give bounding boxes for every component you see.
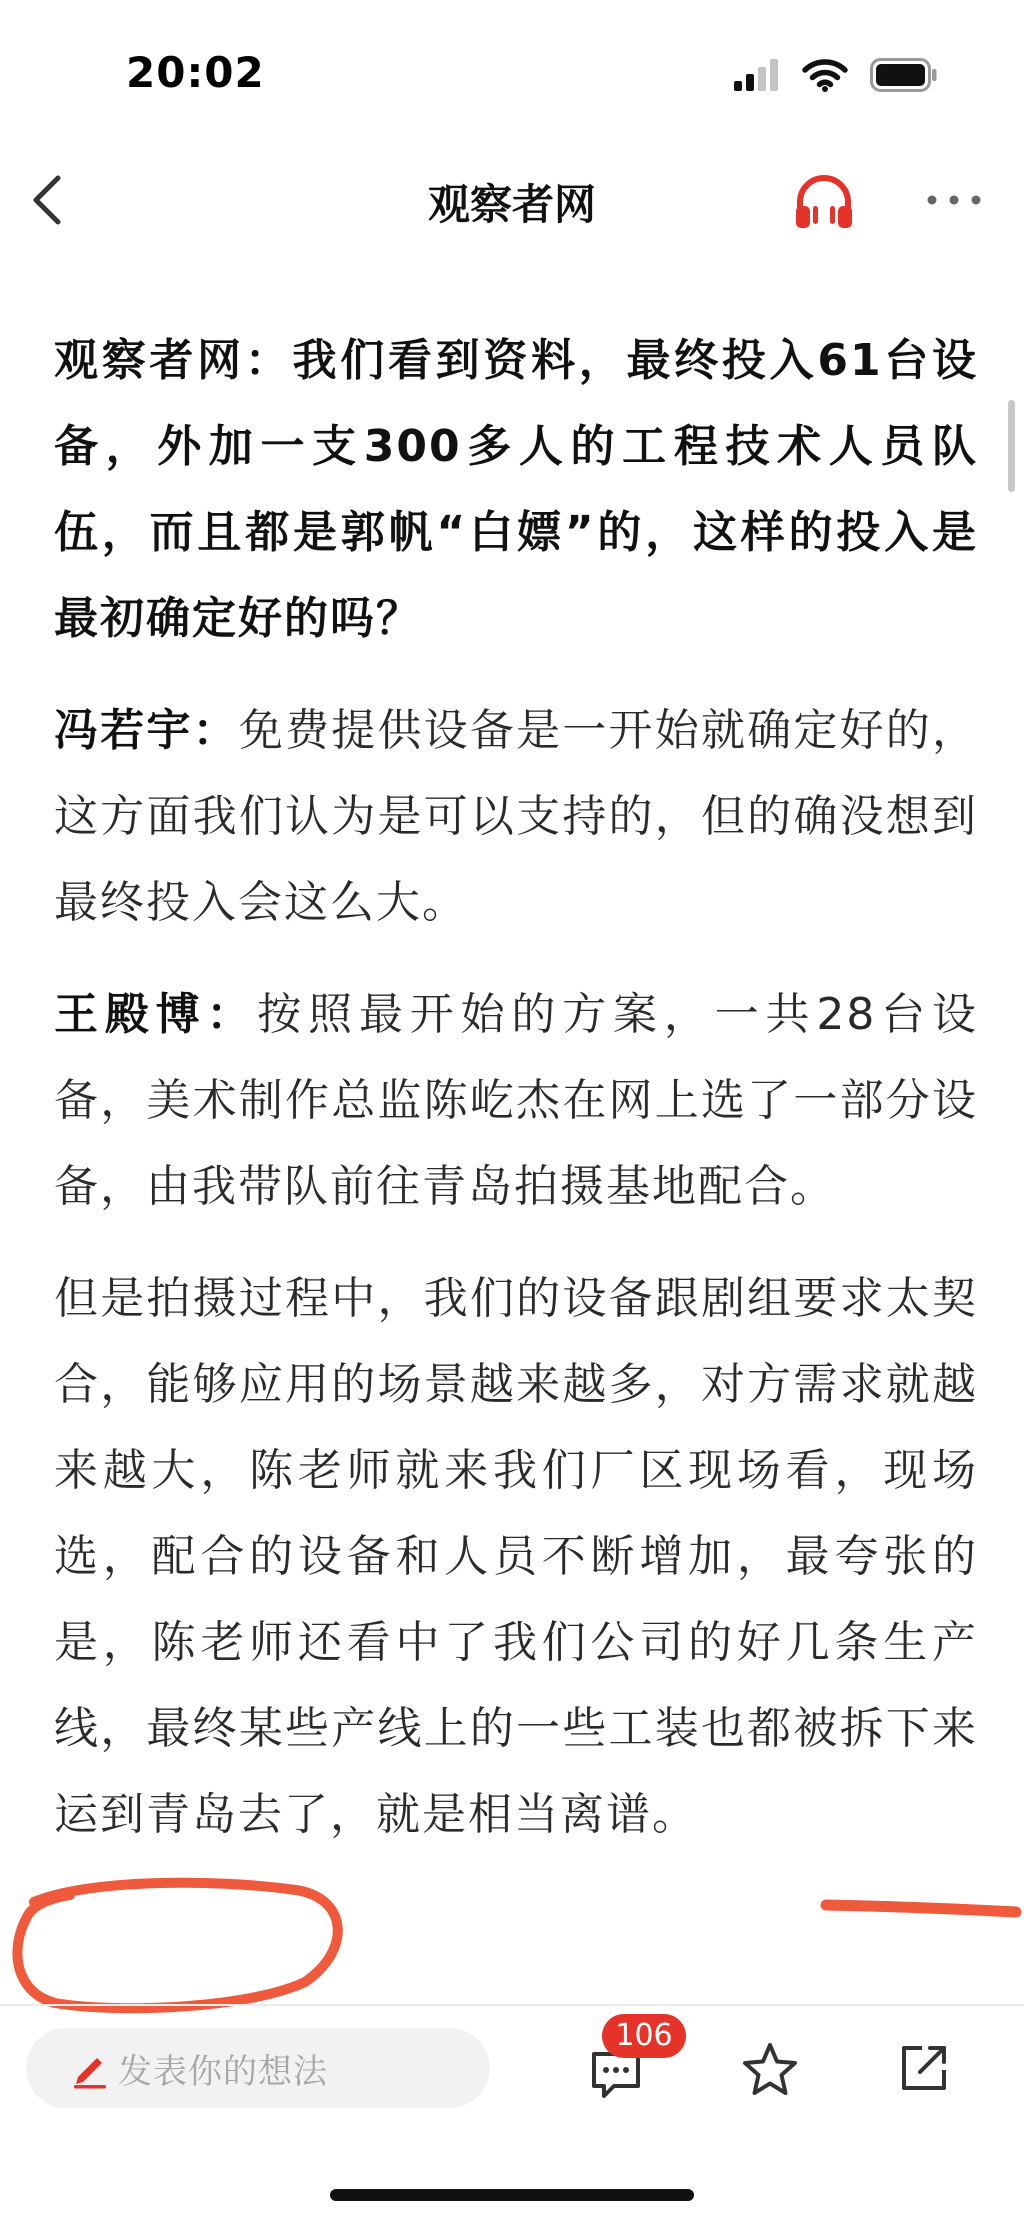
speaker-label: 王殿博： [54,989,258,1040]
wifi-icon [802,58,848,92]
nav-bar [0,150,1024,250]
status-icons [734,58,938,92]
status-bar [0,0,1024,150]
speaker-label: 观察者网： [54,335,293,386]
speaker-label: 冯若宇： [54,705,239,756]
comment-count-badge: 106 [602,2014,686,2058]
article-body [54,318,978,1884]
red-underline-mark [826,1905,1016,1912]
answer-text: 按照最开始的方案，一共28台设备，美术制作总监陈屹杰在网上选了一部分设备，由我带队前往青岛拍摄基地配合。 [54,989,978,1212]
more-options-icon[interactable] [924,180,984,220]
status-time: 20:02 [126,48,265,97]
answer-text: 免费提供设备是一开始就确定好的，这方面我们认为是可以支持的，但的确没想到最终投入会这么大。 [54,705,979,928]
home-indicator[interactable] [330,2189,694,2201]
headphones-icon[interactable] [792,172,856,232]
star-icon[interactable] [740,2040,800,2100]
share-icon[interactable] [896,2040,952,2096]
cellular-signal-icon [734,59,780,91]
comment-input[interactable] [26,2028,490,2108]
red-circle-mark [17,1883,337,2009]
pen-icon [66,2044,114,2092]
comment-placeholder: 发表你的想法 [118,2051,328,2092]
answer-paragraph [54,688,978,946]
body-paragraph: 但是拍摄过程中，我们的设备跟剧组要求太契合，能够应用的场景越来越多，对方需求就越来越大，陈老师就来我们厂区现场看，现场选，配合的设备和人员不断增加，最夸张的是，陈老师还看中了我们公司的好几条生产线，最终某些产线上的一些工装也都被拆下来运到青岛去了，就是相当离谱。 [54,1273,978,1840]
question-text: 我们看到资料，最终投入61台设备，外加一支300多人的工程技术人员队伍，而且都是郭帆“白嫖”的，这样的投入是最初确定好的吗？ [54,335,978,644]
page-title: 观察者网 [427,180,596,229]
scroll-indicator[interactable] [1008,400,1015,492]
battery-icon [870,58,938,92]
question-paragraph [54,318,978,662]
answer-paragraph [54,972,978,1230]
bottom-divider [0,2004,1024,2006]
